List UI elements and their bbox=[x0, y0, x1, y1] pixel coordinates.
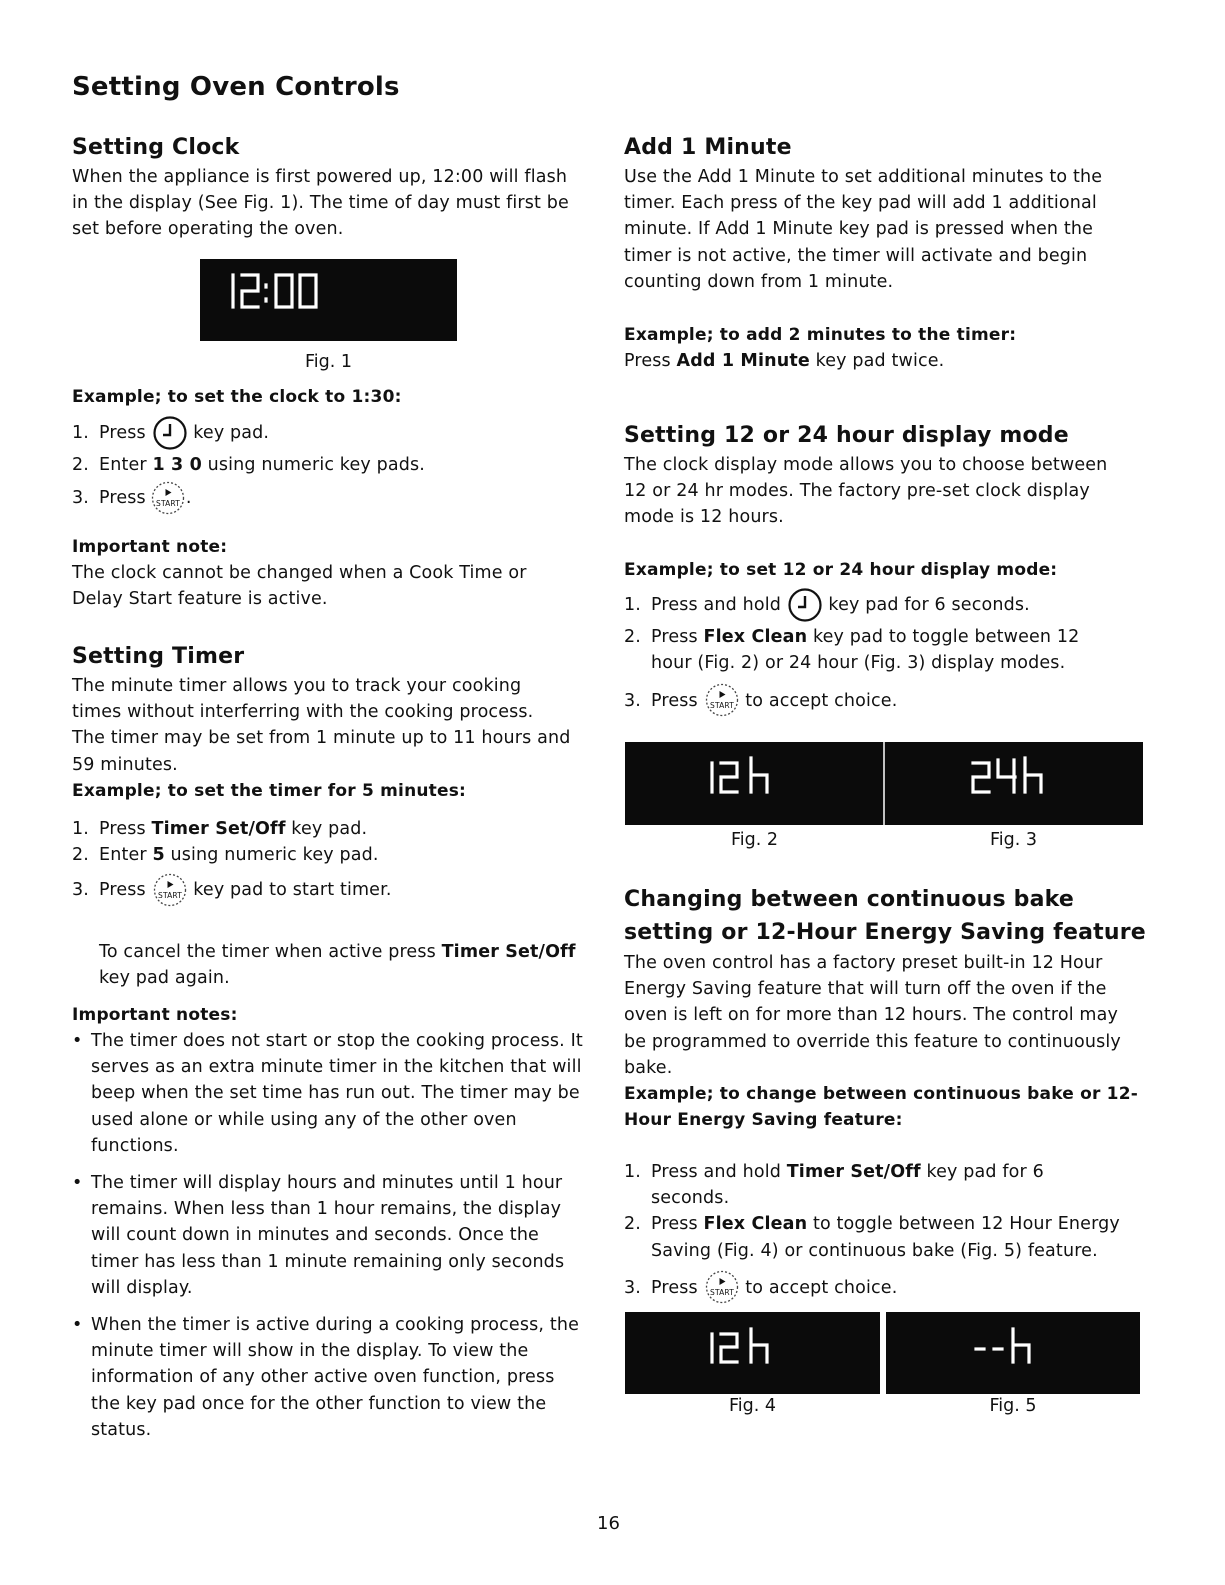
fig4-caption: Fig. 4 bbox=[728, 1396, 777, 1416]
fig2-caption: Fig. 2 bbox=[730, 830, 779, 850]
list-item: • When the timer is active during a cooking process, the minute timer will show in the display. To view the information of any other active oven function, press the key pad once for the other function to view the status. bbox=[72, 1312, 581, 1443]
start-key-icon bbox=[152, 872, 188, 908]
list-item: 3. Press . bbox=[72, 485, 582, 511]
display-mode-intro: The clock display mode allows you to choose between 12 or 24 hr modes. The factory pre-set clock display mode is 12 hours. bbox=[624, 455, 1108, 528]
display-mode-steps-list bbox=[624, 592, 1124, 714]
add-minute-heading: Add 1 Minute bbox=[624, 135, 792, 160]
timer-cancel-text: To cancel the timer when active press Timer Set/Off key pad again. bbox=[99, 942, 576, 989]
timer-steps-list bbox=[72, 816, 582, 904]
list-item: 2. Enter 5 using numeric key pad. bbox=[72, 845, 379, 866]
timer-notes-list bbox=[72, 1028, 590, 1443]
list-item: 1. Press and hold Timer Set/Off key pad for 6 seconds. bbox=[624, 1162, 1044, 1209]
list-item: 1. Press and hold key pad for 6 seconds. bbox=[624, 592, 1124, 618]
clock-note-text: The clock cannot be changed when a Cook Time or Delay Start feature is active. bbox=[72, 563, 527, 610]
display-mode-heading: Setting 12 or 24 hour display mode bbox=[624, 423, 1069, 448]
fig1-display bbox=[200, 259, 457, 341]
clock-key-icon bbox=[152, 415, 188, 451]
list-item: 2. Enter 1 3 0 using numeric key pads. bbox=[72, 455, 425, 476]
page-number: 16 bbox=[597, 1513, 620, 1534]
start-key-icon bbox=[704, 1269, 740, 1305]
add-minute-intro: Use the Add 1 Minute to set additional minutes to the timer. Each press of the key pad will add 1 additional minute. If Add 1 Minute key pad is pressed when the timer is not active, the timer will activate and begin counting down from 1 minute. bbox=[624, 167, 1103, 292]
energy-saving-heading: Changing between continuous bake setting or 12-Hour Energy Saving feature bbox=[624, 887, 1146, 945]
list-item: 2. Press Flex Clean key pad to toggle between 12 hour (Fig. 2) or 24 hour (Fig. 3) display modes. bbox=[624, 627, 1080, 674]
page-title: Setting Oven Controls bbox=[72, 72, 400, 102]
fig2-fig3-display-digits bbox=[625, 742, 1143, 825]
list-item: 3. Press key pad to start timer. bbox=[72, 877, 582, 903]
fig4-display-digits bbox=[625, 1312, 880, 1394]
timer-notes-heading: Important notes: bbox=[72, 1005, 238, 1025]
setting-clock-heading: Setting Clock bbox=[72, 135, 240, 160]
add-minute-example-heading: Example; to add 2 minutes to the timer: bbox=[624, 325, 1017, 345]
energy-saving-intro: The oven control has a factory preset built-in 12 Hour Energy Saving feature that will turn off the oven if the oven is left on for more than 12 hours. The control may be programmed to override this feature to continuously bake. bbox=[624, 953, 1121, 1078]
clock-key-icon bbox=[787, 587, 823, 623]
fig2-fig3-display-panel bbox=[625, 742, 1143, 825]
clock-note-heading: Important note: bbox=[72, 537, 228, 557]
timer-example-heading: Example; to set the timer for 5 minutes: bbox=[72, 781, 467, 801]
list-item: 1. Press Timer Set/Off key pad. bbox=[72, 819, 368, 839]
list-item: • The timer will display hours and minutes until 1 hour remains. When less than 1 hour remains, the display will count down in minutes and seconds. Once the timer has less than 1 minute remaining only seconds will display. bbox=[72, 1170, 581, 1301]
fig5-display-digits bbox=[886, 1312, 1140, 1394]
fig1-caption: Fig. 1 bbox=[304, 352, 353, 372]
fig3-caption: Fig. 3 bbox=[989, 830, 1038, 850]
fig1-display-digits bbox=[200, 259, 457, 341]
list-item: 1. Press key pad. bbox=[72, 420, 582, 446]
list-item: 2. Press Flex Clean to toggle between 12 Hour Energy Saving (Fig. 4) or continuous bake (Fig. 5) feature. bbox=[624, 1214, 1120, 1261]
clock-steps-list bbox=[72, 420, 582, 512]
fig5-caption: Fig. 5 bbox=[989, 1396, 1037, 1416]
energy-saving-steps-list bbox=[624, 1159, 1124, 1301]
list-item: 3. Press to accept choice. bbox=[624, 1275, 1124, 1301]
display-mode-example-heading: Example; to set 12 or 24 hour display mode: bbox=[624, 560, 1058, 580]
fig4-display bbox=[625, 1312, 880, 1394]
add-minute-example-text: Press Add 1 Minute key pad twice. bbox=[624, 351, 945, 371]
start-key-icon bbox=[150, 480, 186, 516]
start-key-icon bbox=[704, 682, 740, 718]
setting-timer-intro: The minute timer allows you to track your cooking times without interferring with the cooking process. The timer may be set from 1 minute up to 11 hours and 59 minutes. bbox=[72, 676, 571, 775]
energy-saving-example-heading: Example; to change between continuous bake or 12-Hour Energy Saving feature: bbox=[624, 1084, 1138, 1131]
setting-timer-heading: Setting Timer bbox=[72, 644, 245, 669]
setting-clock-intro: When the appliance is first powered up, 12:00 will flash in the display (See Fig. 1). The time of day must first be set before operating the oven. bbox=[72, 167, 569, 240]
list-item: 3. Press to accept choice. bbox=[624, 688, 1124, 714]
clock-example-heading: Example; to set the clock to 1:30: bbox=[72, 387, 402, 407]
fig5-display bbox=[886, 1312, 1140, 1394]
list-item: • The timer does not start or stop the cooking process. It serves as an extra minute timer in the kitchen that will beep when the set time has run out. The timer may be used alone or while using any of the other oven functions. bbox=[72, 1028, 590, 1159]
